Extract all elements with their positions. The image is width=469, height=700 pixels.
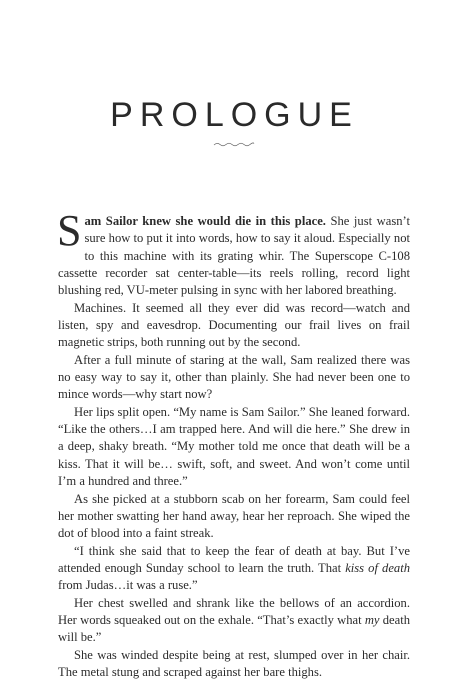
paragraph-1: [57, 206, 411, 300]
paragraph-text: death will be.”: [58, 612, 411, 645]
paragraph-text: She just wasn’t sure how to put it into words, how to say it aloud. Especially not to this machine with its grating whir. The Superscope C-108 cassette recorder sat center-table—its reels rolling, record light blushing red, VU-meter pulsing in sync with her labored breathing.: [58, 214, 411, 298]
paragraph-text: from Judas…it was a ruse.”: [58, 578, 198, 593]
paragraph-text: Machines. It seemed all they ever did was record—watch and listen, spy and eavesdrop. Documenting our frail lives on frail magnetic strips, both running out by the second.: [58, 300, 410, 350]
paragraph-text: After a full minute of staring at the wall, Sam realized there was no easy way to say it, other than plainly. She had never been one to mince words—why start now?: [58, 352, 410, 402]
opening-sentence: am Sailor knew she would die in this place.: [84, 214, 326, 228]
italic-word: my: [364, 612, 380, 627]
paragraph-2: [58, 300, 410, 352]
drop-cap: S: [57, 206, 82, 255]
paragraph-6: [58, 543, 410, 595]
tilde-flourish-icon: [213, 140, 255, 148]
paragraph-text: Her chest swelled and shrank like the bellows of an accordion. Her words squeaked out on the exhale. “That’s exactly what: [58, 595, 410, 627]
paragraph-text: She was winded despite being at rest, slumped over in her chair. The metal stung and scraped against her bare thighs.: [58, 647, 410, 679]
chapter-title: PROLOGUE: [110, 96, 359, 134]
paragraph-8: [58, 647, 410, 682]
prologue-body: [57, 206, 411, 681]
italic-phrase: kiss of death: [345, 560, 410, 575]
paragraph-3: [58, 352, 410, 404]
paragraph-text: As she picked at a stubborn scab on her forearm, Sam could feel her mother swatting her hand away, hear her reproach. She wiped the dot of blood into a faint streak.: [58, 491, 410, 541]
paragraph-4: [58, 404, 410, 491]
paragraph-5: [58, 491, 410, 543]
paragraph-7: [58, 595, 410, 647]
paragraph-text: Her lips split open. “My name is Sam Sailor.” She leaned forward. “Like the others…I am trapped here. And will die here.” She drew in a deep, shaky breath. “My mother told me once that death will be a kiss. That it will be… swift, soft, and sweet. And won’t come until I’m a hundred and three.”: [58, 404, 410, 489]
paragraph-text: “I think she said that to keep the fear of death at bay. But I’ve attended enough Sunday school to learn the truth. That: [58, 543, 410, 575]
